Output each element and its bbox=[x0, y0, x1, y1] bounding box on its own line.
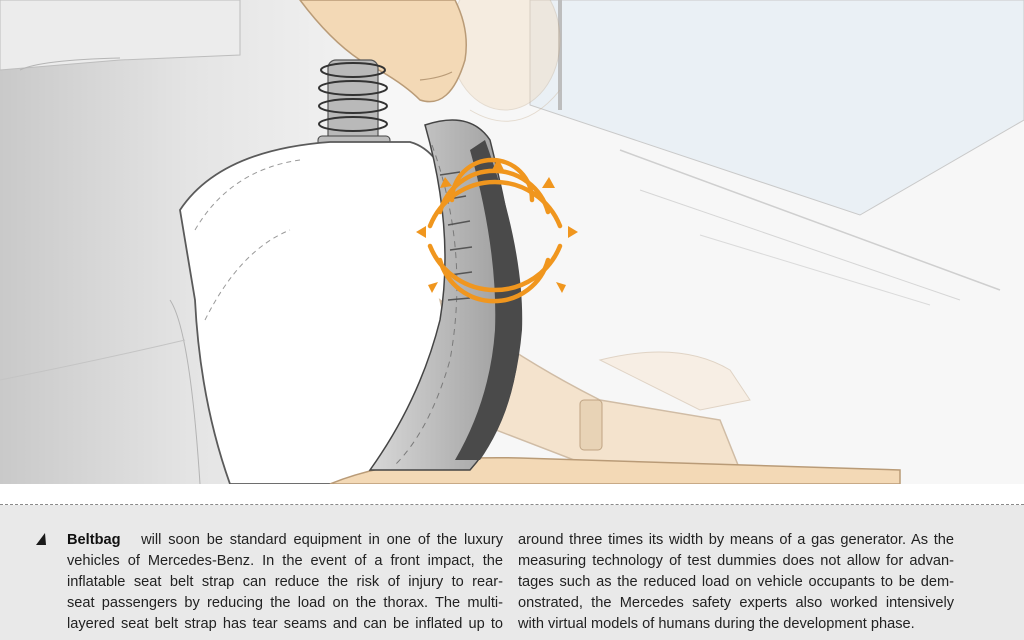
caption-line: measuring technology of test dummies does not allow for advan- bbox=[518, 553, 954, 569]
caption-line: layered seat belt strap has tear seams and can be inflated up to bbox=[67, 616, 503, 632]
caption-line: tages such as the reduced load on vehicle occupants to be dem- bbox=[518, 574, 954, 590]
caption-line: Beltbag will soon be standard equipment in one of the luxury bbox=[67, 532, 503, 548]
caption-line: onstrated, the Mercedes safety experts also worked intensively bbox=[518, 595, 954, 611]
caption-term: Beltbag bbox=[67, 532, 121, 548]
caption-line: vehicles of Mercedes-Benz. In the event of a front impact, the bbox=[67, 553, 503, 569]
caption-line: seat passengers by reducing the load on the thorax. The multi- bbox=[67, 595, 503, 611]
caption-line: with virtual models of humans during the development phase. bbox=[518, 616, 915, 632]
caption-line: inflatable seat belt strap can reduce the risk of injury to rear- bbox=[67, 574, 503, 590]
caption-column-2 bbox=[518, 530, 954, 635]
caption-column-1 bbox=[67, 530, 503, 635]
caption-line: around three times its width by means of a gas generator. As the bbox=[518, 532, 954, 548]
triangle-marker-icon bbox=[36, 533, 46, 545]
